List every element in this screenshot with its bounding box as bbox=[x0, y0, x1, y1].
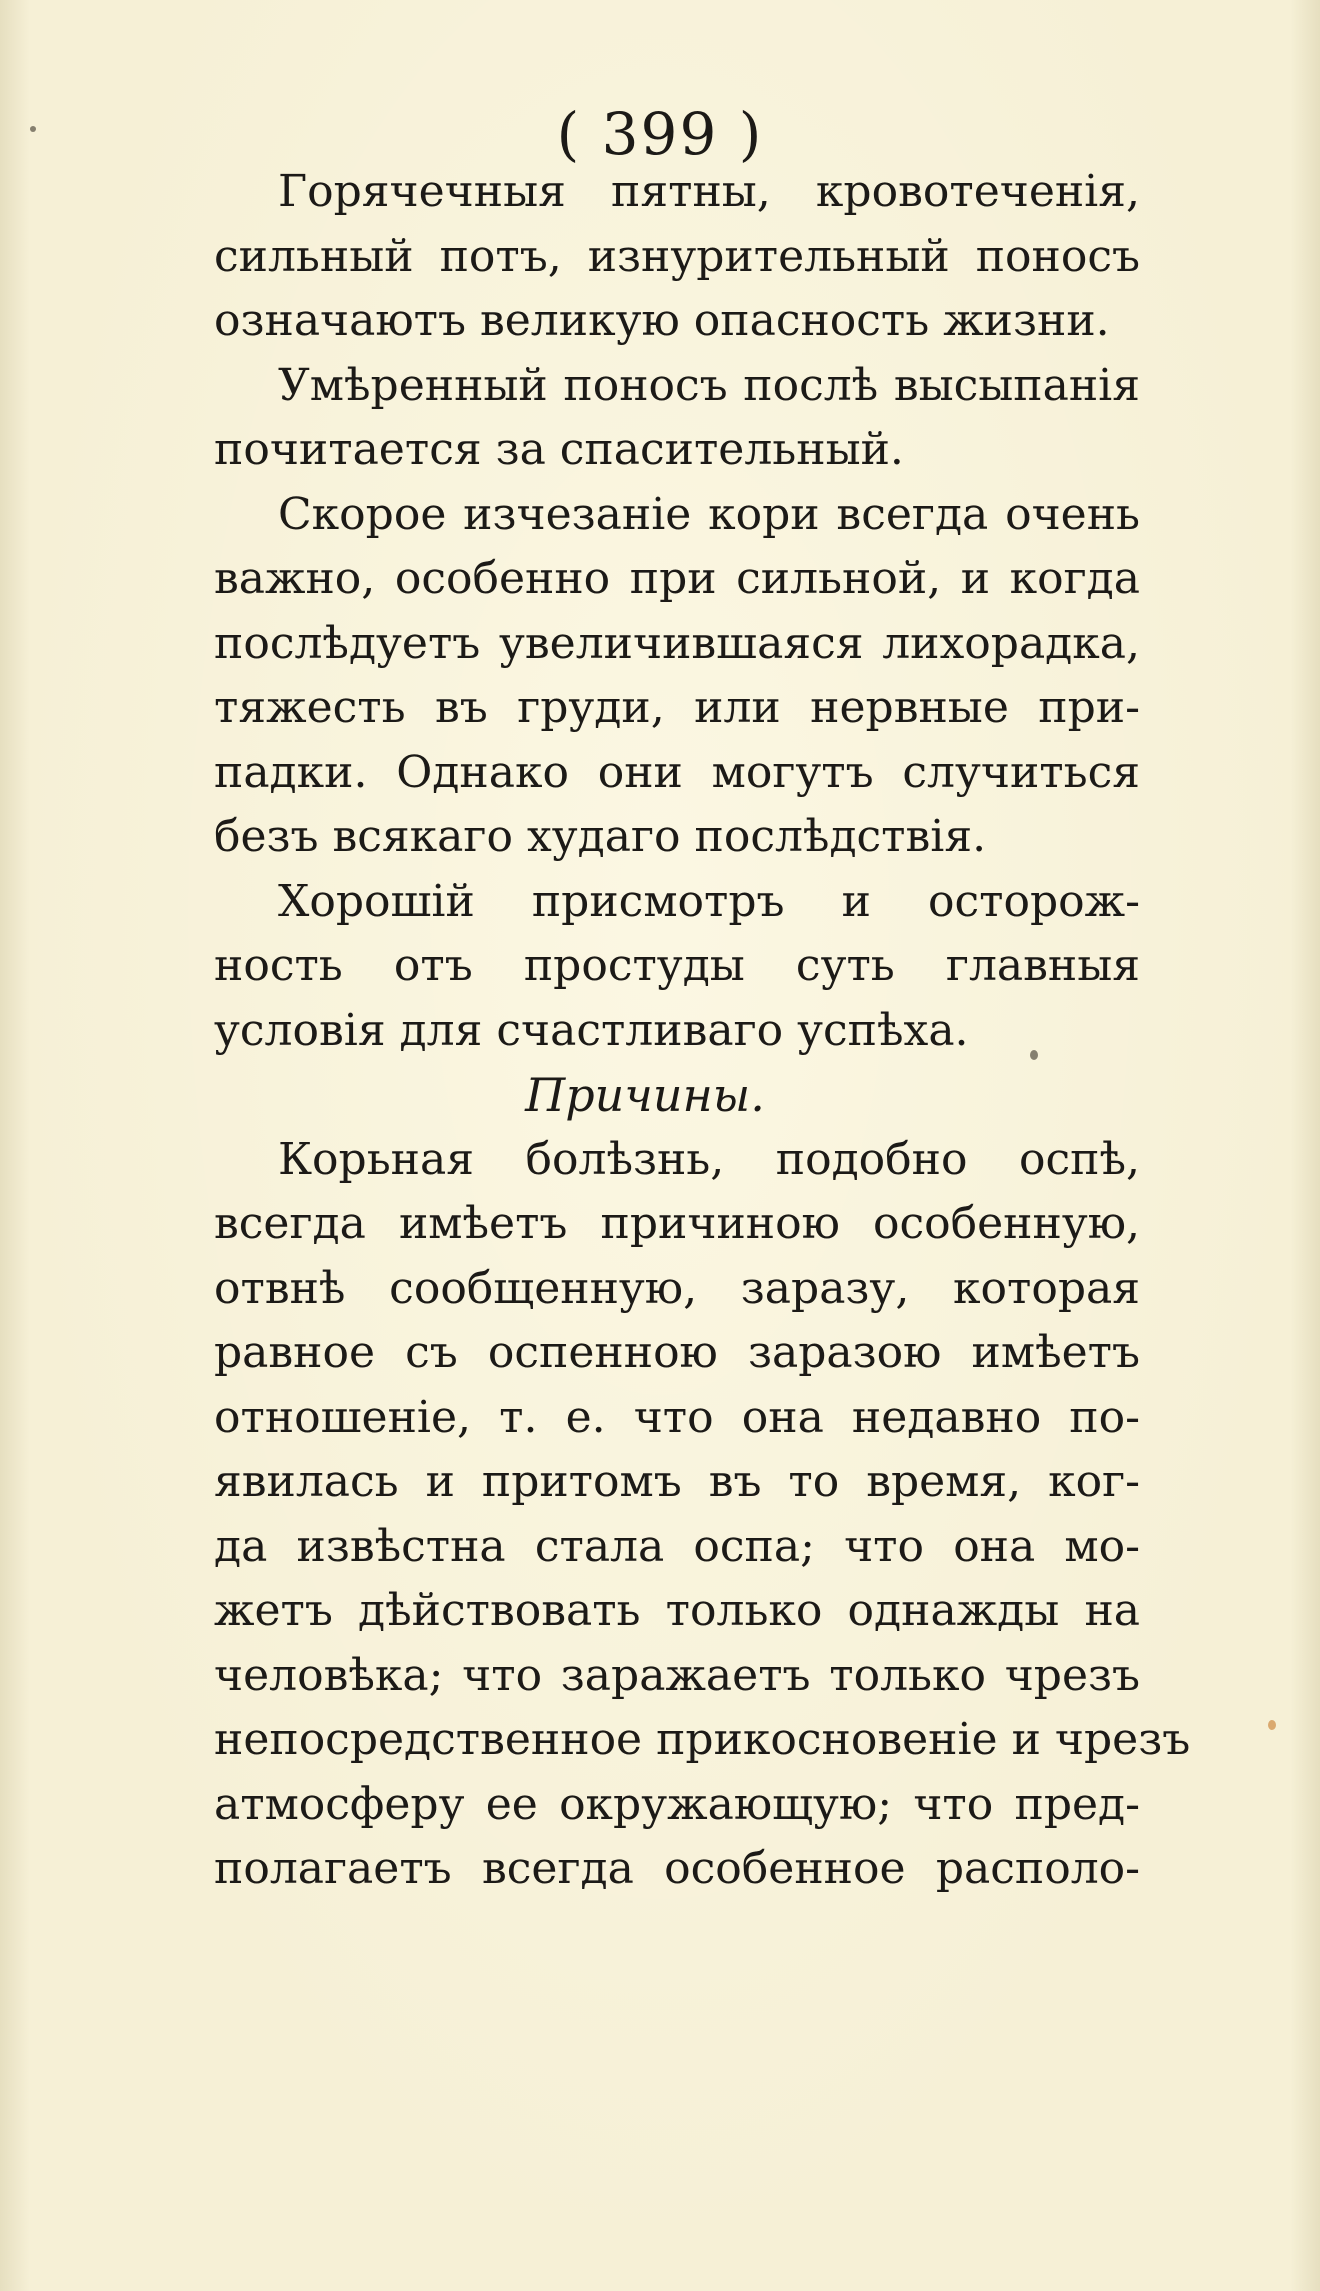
text-line: Хорошій присмотръ и осторож- bbox=[278, 875, 1140, 927]
page-number: ( 399 ) bbox=[556, 100, 764, 168]
text-line: важно, особенно при сильной, и когда bbox=[214, 553, 1140, 604]
text-line: сильный потъ, изнурительный поносъ bbox=[214, 230, 1140, 282]
text-line: ность отъ простуды суть главныя bbox=[214, 940, 1140, 991]
text-line: Корьная болѣзнь, подобно оспѣ, bbox=[278, 1133, 1140, 1185]
paragraph-5 bbox=[150, 1128, 1191, 1902]
text-line: непосредственное прикосновеніе и чрезъ bbox=[214, 1714, 1191, 1765]
body-text bbox=[150, 160, 1191, 1902]
text-line: падки. Однако они могутъ случиться bbox=[214, 746, 1140, 798]
text-line: Горячечныя пятны, кровотеченія, bbox=[278, 166, 1140, 217]
text-line: послѣдуетъ увеличившаяся лихорадка, bbox=[214, 617, 1140, 669]
text-line: явилась и притомъ въ то время, ког- bbox=[214, 1456, 1140, 1507]
text-line: полагаетъ всегда особенное располо- bbox=[214, 1843, 1140, 1894]
paragraph-3 bbox=[150, 483, 1140, 870]
text-line: всегда имѣетъ причиною особенную, bbox=[214, 1198, 1140, 1249]
text-line: тяжесть въ груди, или нервные при- bbox=[214, 682, 1140, 733]
paragraph-1 bbox=[150, 160, 1140, 354]
text-line: да извѣстна стала оспа; что она мо- bbox=[214, 1520, 1140, 1572]
text-line: человѣка; что заражаетъ только чрезъ bbox=[214, 1649, 1140, 1701]
section-heading: Причины. bbox=[525, 1068, 765, 1122]
text-line: отношеніе, т. е. что она недавно по- bbox=[214, 1391, 1140, 1443]
text-line: атмосферу ее окружающую; что пред- bbox=[214, 1778, 1140, 1830]
text-line: отвнѣ сообщенную, заразу, которая bbox=[214, 1262, 1140, 1314]
text-line: жетъ дѣйствовать только однажды на bbox=[214, 1585, 1140, 1636]
text-line: условія для счастливаго успѣха. bbox=[214, 1004, 969, 1056]
text-line: Умѣренный поносъ послѣ высыпанія bbox=[278, 359, 1140, 411]
text-line: безъ всякаго худаго послѣдствія. bbox=[214, 811, 987, 862]
text-line: означаютъ великую опасность жизни. bbox=[214, 295, 1110, 346]
text-line: почитается за спасительный. bbox=[214, 424, 904, 475]
paragraph-2 bbox=[150, 354, 1140, 483]
ink-speck bbox=[1030, 1050, 1038, 1060]
text-line: равное съ оспенною заразою имѣетъ bbox=[214, 1327, 1140, 1378]
ink-speck bbox=[30, 126, 36, 132]
paragraph-4 bbox=[150, 870, 1140, 1064]
ink-speck bbox=[1268, 1720, 1276, 1730]
text-line: Скорое изчезаніе кори всегда очень bbox=[278, 488, 1140, 540]
